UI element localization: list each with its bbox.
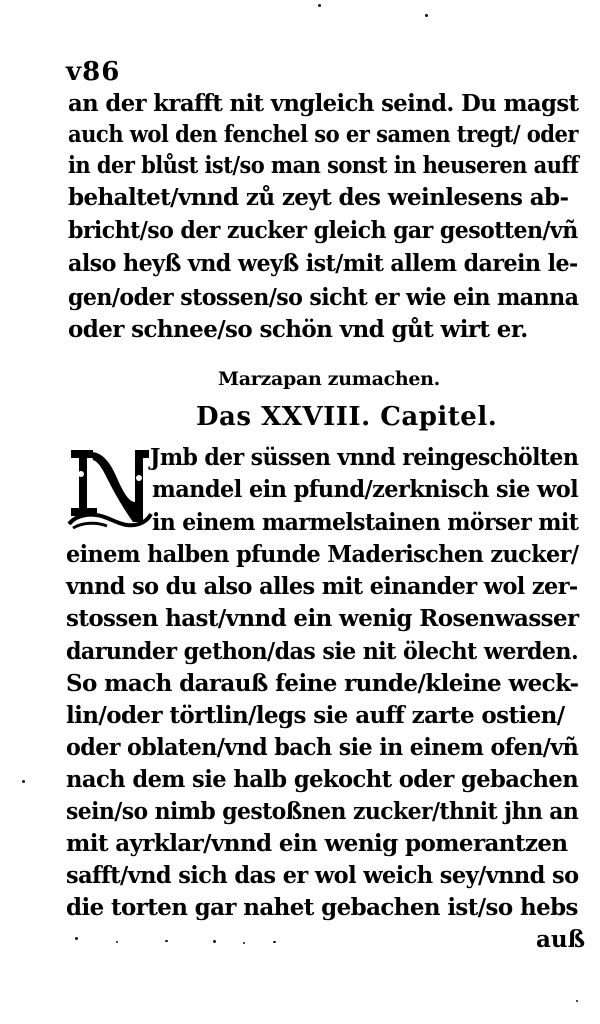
text-line: in der blůst ist/so man sonst in heuseren auff	[68, 152, 579, 179]
text-line: einem halben pfunde Maderischen zucker/	[66, 541, 579, 568]
text-line: safft/vnd sich das er wol weich sey/vnnd so	[66, 862, 579, 889]
text-line: also heyß vnd weyß ist/mit allem darein le-	[68, 250, 578, 277]
text-line: sein/so nimb gestoßnen zucker/thnit jhn an	[66, 798, 579, 825]
text-line: die torten gar nahet gebachen ist/so hebs	[66, 894, 578, 921]
text-line: auch wol den fenchel so er samen tregt/ oder	[68, 121, 578, 148]
scan-speck	[116, 941, 118, 943]
scan-speck	[273, 941, 276, 943]
text-line: oder schnee/so schön vnd gůt wirt er.	[68, 316, 528, 343]
text-line: Jmb der süssen vnnd reingeschölten	[150, 444, 579, 471]
text-line: an der krafft nit vngleich seind. Du magst	[68, 90, 579, 117]
page-number: v86	[66, 57, 121, 87]
text-line: lin/oder törtlin/legs sie auff zarte ostien/	[66, 702, 565, 729]
text-line: gen/oder stossen/so sicht er wie ein manna	[68, 284, 579, 311]
scan-speck	[75, 937, 78, 940]
text-line: oder oblaten/vnd bach sie in einem ofen/vñ	[66, 734, 579, 761]
scan-speck	[22, 780, 25, 783]
scan-speck	[165, 940, 168, 942]
text-line: stossen hast/vnnd ein wenig Rosenwasser	[66, 605, 579, 632]
scan-speck	[318, 4, 321, 7]
chapter-heading: Das XXVIII. Capitel.	[196, 402, 498, 432]
text-line: vnnd so du also alles mit einander wol zer-	[66, 573, 578, 600]
scan-speck	[576, 1000, 578, 1002]
catchword: auß	[536, 926, 586, 953]
text-line: nach dem sie halb gekocht oder gebachen	[66, 766, 579, 793]
text-line: mandel ein pfund/zerknisch sie wol	[152, 476, 579, 503]
text-line: darunder gethon/das sie nit ölecht werden.	[66, 638, 579, 665]
text-line: behaltet/vnnd zů zeyt des weinlesens ab-	[68, 184, 569, 211]
text-line: mit ayrklar/vnnd ein wenig pomerantzen	[66, 830, 568, 857]
text-line: in einem marmelstainen mörser mit	[152, 509, 579, 536]
section-title: Marzapan zumachen.	[218, 368, 440, 390]
text-line: bricht/so der zucker gleich gar gesotten/vñ	[68, 217, 578, 244]
scan-speck	[425, 14, 428, 17]
scan-speck	[243, 942, 245, 944]
text-line: So mach darauß feine runde/kleine weck-	[66, 670, 579, 697]
scan-speck	[213, 940, 216, 943]
drop-cap-ornament	[63, 438, 155, 534]
